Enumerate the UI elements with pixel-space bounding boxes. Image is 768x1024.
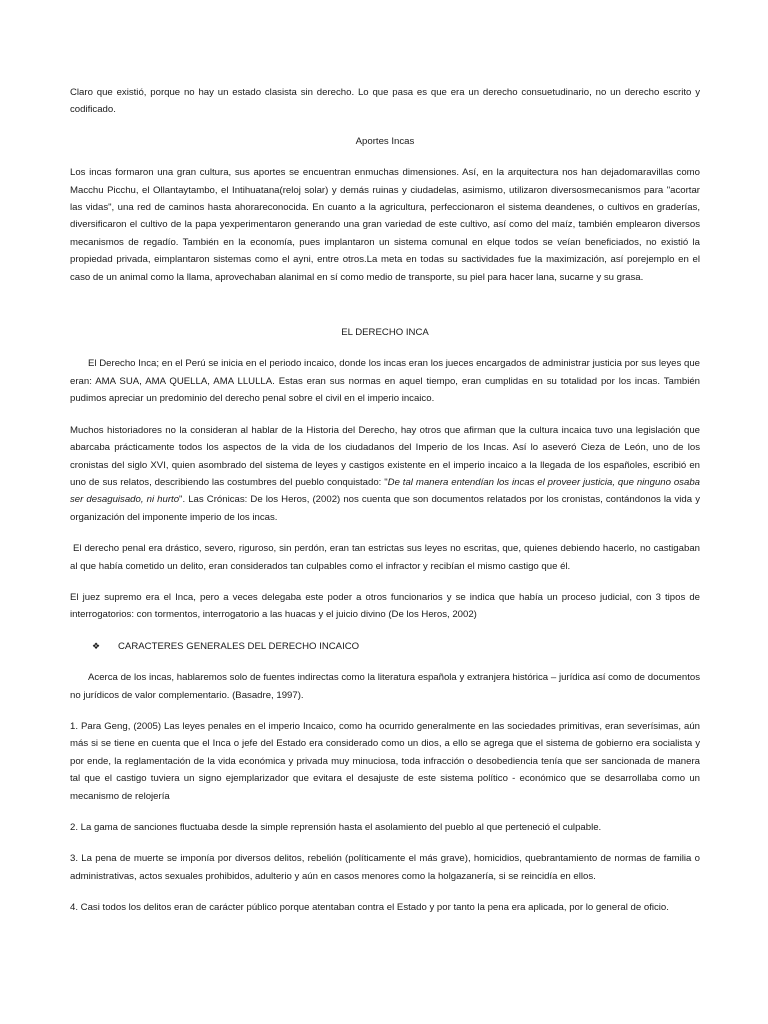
heading-caracteres-text: CARACTERES GENERALES DEL DERECHO INCAICO <box>118 640 360 652</box>
list-item-4: 4. Casi todos los delitos eran de carácter público porque atentaban contra el Estado y por tanto la pena era aplicada, por lo general de oficio. <box>70 902 669 914</box>
list-item-1: 1. Para Geng, (2005) Las leyes penales en el imperio Incaico, como ha ocurrido generalmente en las sociedades primitivas, eran severísimas, aún más si se tiene en cuenta que el Inca o jefe del Estado era considerado como un dios, a ello se agrega que el sistema de gobierno era socialista y por ende, la reglamentación de la vida económica y privada muy minuciosa, toda infracción o desobediencia tenía que ser sancionada de manera tal que el castigo tuviera un signo ejemplarizador que evitara el desajuste de este sistema político - económico que se desarrollaba como un mecanismo de relojería <box>70 720 700 802</box>
list-item-3: 3. La pena de muerte se imponía por diversos delitos, rebelión (políticamente el más grave), homicidios, quebrantamiento de normas de familia o administrativas, actos sexuales prohibidos, adulterio y aún en casos menores como la holgazanería, si se reincidía en ellos. <box>70 853 700 882</box>
paragraph-derecho-inca-2-start: Muchos historiadores no la consideran al hablar de la Historia del Derecho, hay otros que afirman que la cultura incaica tuvo una legislación que abarcaba prácticamente todos los aspectos de la vida de los ciudadanos del Imperio de los Incas. Así lo aseveró Cieza de León, uno de los cronistas del siglo XVI, quien asombrado del sistema de leyes y castigos existente en el imperio incaico a la llegada de los españoles, escribió en uno de sus relatos, describiendo las costumbres del pueblo conquistado: " <box>70 424 700 488</box>
paragraph-caracteres-intro: Acerca de los incas, hablaremos solo de fuentes indirectas como la literatura española y extranjera histórica – jurídica así como de documentos no jurídicos de valor complementario. (Basadre, 1997). <box>70 672 700 701</box>
document-body <box>70 84 700 917</box>
paragraph-intro: Claro que existió, porque no hay un estado clasista sin derecho. Lo que pasa es que era un derecho consuetudinario, no un derecho escrito y codificado. <box>70 87 700 116</box>
paragraph-juez-supremo: El juez supremo era el Inca, pero a veces delegaba este poder a otros funcionarios y se indica que había un proceso judicial, con 3 tipos de interrogatorios: con tormentos, interrogatorio a las huacas y el juicio divino (De los Heros, 2002) <box>70 591 700 621</box>
bullet-diamond-icon: ❖ <box>92 640 101 651</box>
heading-derecho-inca: EL DERECHO INCA <box>341 327 429 339</box>
list-item-2: 2. La gama de sanciones fluctuaba desde la simple reprensión hasta el asolamiento del pueblo al que perteneció el culpable. <box>70 822 602 833</box>
cieza-quote: De tal manera entendían los incas el proveer justicia, que ninguno osaba ser desaguisado, ni hurto <box>70 476 700 506</box>
paragraph-derecho-inca-2 <box>70 422 700 526</box>
paragraph-derecho-penal: El derecho penal era drástico, severo, riguroso, sin perdón, eran tan estrictas sus leyes no escritas, que, quienes debiendo hacerlo, no castigaban al que había cometido un delito, eran considerados tan culpables como el infractor y recibían el mismo castigo que él. <box>70 543 700 572</box>
heading-caracteres-generales <box>70 638 700 655</box>
paragraph-derecho-inca-2-end: ". Las Crónicas: De los Heros, (2002) nos cuenta que son documentos relatados por los cronistas, contándonos la vida y organización del imponente imperio de los incas. <box>70 494 700 523</box>
paragraph-aportes: Los incas formaron una gran cultura, sus aportes se encuentran enmuchas dimensiones. Así, en la arquitectura nos han dejadomaravillas como Macchu Picchu, el Ollantaytambo, el Intihuatana(reloj solar) y demás ruinas y ciudadelas, asimismo, utilizaron diversosmecanismos para "acortar las vidas", una red de caminos hasta ahorareconocida. En cuanto a la agricultura, perfeccionaron el sistema deandenes, o cultivos en graderías, diversificaron el cultivo de la papa yexperimentaron generando una gran variedad de este cultivo, así como del maíz, también emplearon diversos mecanismos de regadío. También en la economía, pues implantaron un sistema comunal en elque todos se veían beneficiados, no existió la propiedad privada, eimplantaron sistemas como el ayni, entre otros.La meta en todas su sactividades fue la maximización, así porejemplo en el caso de un animal como la llama, aprovechaban alanimal en sí como medio de transporte, su piel para hacer lana, sucarne y su grasa. <box>70 167 700 283</box>
paragraph-derecho-inca-1: El Derecho Inca; en el Perú se inicia en el periodo incaico, donde los incas eran los jueces encargados de administrar justicia por sus leyes que eran: AMA SUA, AMA QUELLA, AMA LLULLA. Estas eran sus normas en aquel tiempo, eran cumplidas en su totalidad por los incas. También pudimos apreciar un predominio del derecho penal sobre el civil en el imperio incaico. <box>70 358 700 405</box>
heading-aportes-incas: Aportes Incas <box>355 135 415 147</box>
